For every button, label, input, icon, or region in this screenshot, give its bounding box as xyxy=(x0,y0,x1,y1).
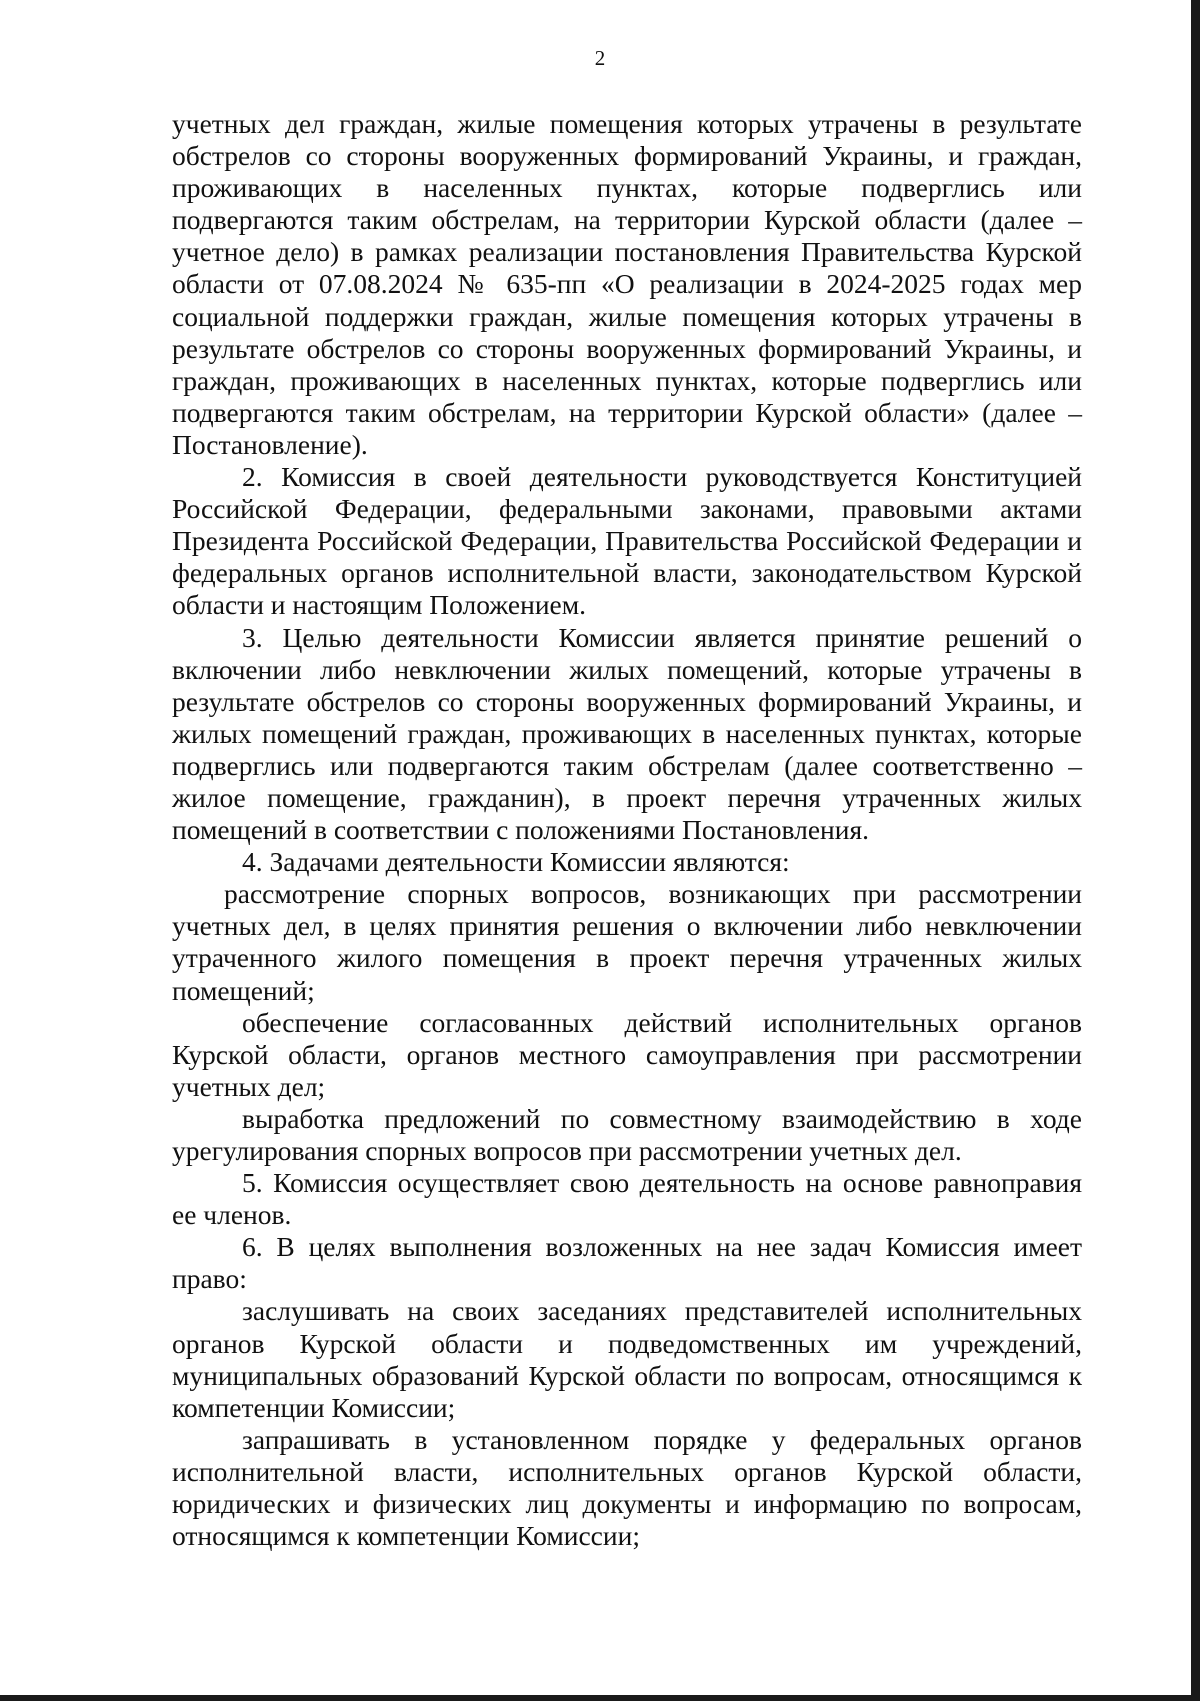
paragraph-task-3: выработка предложений по совместному взаимодействию в ходе урегулирования спорных вопросов при рассмотрении учетных дел. xyxy=(172,1102,1082,1166)
page-number: 2 xyxy=(594,46,606,70)
paragraph-item-3: 3. Целью деятельности Комиссии является принятие решений о включении либо невключении жилых помещений, которые утрачены в результате обстрелов со стороны вооруженных формирований Украины, и жилых помещений граждан, проживающих в населенных пунктах, которые подверглись или подвергаются таким обстрелам (далее соответственно – жилое помещение, гражданин), в проект перечня утраченных жилых помещений в соответствии с положениями Постановления. xyxy=(172,621,1082,846)
paragraph-right-1: заслушивать на своих заседаниях представителей исполнительных органов Курской области и подведомственных им учреждений, муниципальных образований Курской области по вопросам, относящимся к компетенции Комиссии; xyxy=(172,1295,1082,1423)
paragraph-right-2: запрашивать в установленном порядке у федеральных органов исполнительной власти, исполнительных органов Курской области, юридических и физических лиц документы и информацию по вопросам, относящимся к компетенции Комиссии; xyxy=(172,1423,1082,1552)
paragraph-task-2: обеспечение согласованных действий исполнительных органов Курской области, органов местного самоуправления при рассмотрении учетных дел; xyxy=(172,1006,1082,1102)
paragraph-item-5: 5. Комиссия осуществляет свою деятельность на основе равноправия ее членов. xyxy=(172,1167,1082,1231)
paragraph-item-6: 6. В целях выполнения возложенных на нее задач Комиссия имеет право: xyxy=(172,1231,1082,1295)
paragraph-task-1: рассмотрение спорных вопросов, возникающих при рассмотрении учетных дел, в целях принятия решения о включении либо невключении утраченного жилого помещения в проект перечня утраченных жилых помещений; xyxy=(172,878,1082,1006)
scan-right-edge xyxy=(1191,0,1200,1701)
paragraph-continuation: учетных дел граждан, жилые помещения которых утрачены в результате обстрелов со стороны вооруженных формирований Украины, и граждан, проживающих в населенных пунктах, которые подверглись или подвергаются таким обстрелам, на территории Курской области (далее – учетное дело) в рамках реализации постановления Правительства Курской области от 07.08.2024 № 635-пп «О реализации в 2024-2025 годах мер социальной поддержки граждан, жилые помещения которых утрачены в результате обстрелов со стороны вооруженных формирований Украины, и граждан, проживающих в населенных пунктах, которые подверглись или подвергаются таким обстрелам, на территории Курской области» (далее – Постановление). xyxy=(172,108,1082,460)
document-body xyxy=(172,108,1082,1552)
paragraph-item-2: 2. Комиссия в своей деятельности руководствуется Конституцией Российской Федерации, федеральными законами, правовыми актами Президента Российской Федерации, Правительства Российской Федерации и федеральных органов исполнительной власти, законодательством Курской области и настоящим Положением. xyxy=(172,461,1082,621)
scan-bottom-edge xyxy=(0,1695,1200,1701)
paragraph-item-4: 4. Задачами деятельности Комиссии являются: xyxy=(242,846,790,878)
